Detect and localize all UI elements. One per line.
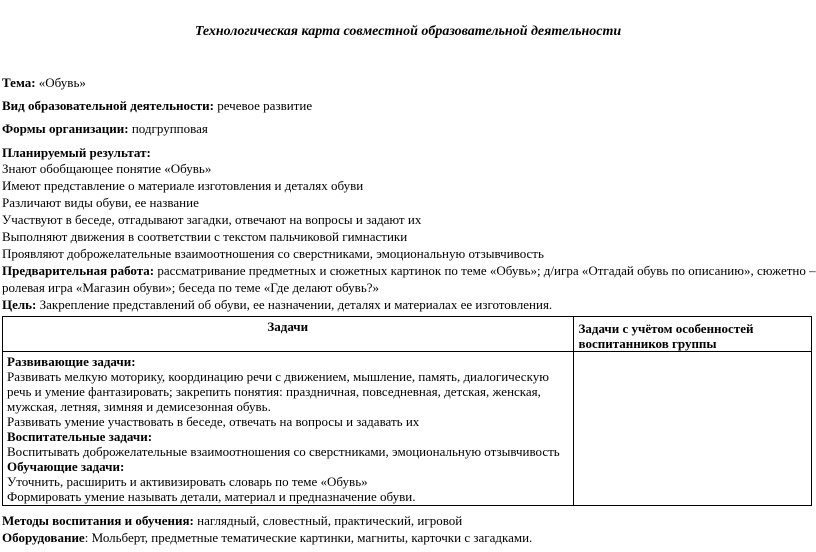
teaching-task-line: Формировать умение называть детали, материал и предназначение обуви.: [7, 489, 416, 504]
goal-line: [2, 297, 552, 313]
table-row: [3, 352, 812, 506]
tasks-table: [2, 316, 812, 506]
tasks-considering-features-header: Задачи с учётом особенностей воспитанников группы: [573, 317, 811, 352]
educational-tasks-label: Воспитательные задачи:: [7, 429, 153, 444]
planned-result-item: Знают обобщающее понятие «Обувь»: [2, 161, 212, 176]
preliminary-work-line2: ролевая игра «Магазин обуви»; беседа по теме «Где делают обувь?»: [2, 280, 380, 295]
org-forms-label: Формы организации:: [2, 121, 129, 136]
developing-tasks-label: Развивающие задачи:: [7, 354, 136, 369]
org-forms-value: подгрупповая: [131, 121, 208, 136]
planned-result-item: Участвуют в беседе, отгадывают загадки, отвечают на вопросы и задают их: [2, 212, 422, 227]
activity-type-label: Вид образовательной деятельности:: [2, 98, 214, 113]
methods-line: [2, 513, 462, 529]
org-forms-line: [2, 121, 208, 137]
activity-type-value: речевое развитие: [217, 98, 313, 113]
developing-task-line: речь и умение фантазировать; закрепить понятия: праздничная, повседневная, детская, женская,: [7, 384, 541, 399]
equipment-value: : Мольберт, предметные тематические картинки, магниты, карточки с загадками.: [84, 530, 533, 545]
equipment-label: Оборудование: [2, 530, 85, 545]
planned-result-heading: [2, 145, 151, 161]
planned-result-item: Имеют представление о материале изготовления и деталях обуви: [2, 178, 364, 193]
document-title: Технологическая карта совместной образовательной деятельности: [194, 24, 622, 39]
planned-result-item: Выполняют движения в соответствии с текстом пальчиковой гимнастики: [2, 229, 408, 244]
planned-result-item: Проявляют доброжелательные взаимоотношения со сверстниками, эмоциональную отзывчивость: [2, 246, 544, 261]
methods-label: Методы воспитания и обучения:: [2, 513, 194, 528]
tasks-considering-features-cell: [573, 352, 811, 506]
tasks-column-header: Задачи: [3, 317, 574, 352]
methods-value: наглядный, словестный, практический, игровой: [197, 513, 463, 528]
preliminary-work-text: рассматривание предметных и сюжетных картинок по теме «Обувь»; д/игра «Отгадай обувь по описанию», сюжетно –: [157, 263, 816, 278]
equipment-line: [2, 530, 532, 546]
goal-value: Закрепление представлений об обуви, ее назначении, деталях и материалах ее изготовления.: [39, 297, 553, 312]
goal-label: Цель:: [2, 297, 37, 312]
theme-label: Тема:: [2, 75, 36, 90]
teaching-task-line: Уточнить, расширить и активизировать словарь по теме «Обувь»: [7, 474, 368, 489]
activity-type-line: [2, 98, 312, 114]
planned-result-item: Различают виды обуви, ее название: [2, 195, 199, 210]
educational-task-line: Воспитывать доброжелательные взаимоотношения со сверстниками, эмоциональную отзывчивость: [7, 444, 560, 459]
theme-line: [2, 75, 86, 91]
planned-result-label: Планируемый результат:: [2, 145, 151, 160]
developing-task-line: Развивать мелкую моторику, координацию речи с движением, мышление, память, диалогическую: [7, 369, 549, 384]
teaching-tasks-label: Обучающие задачи:: [7, 459, 125, 474]
preliminary-work-line: [2, 263, 816, 279]
table-header-row: [3, 317, 812, 352]
preliminary-work-label: Предварительная работа:: [2, 263, 155, 278]
developing-task-line: мужская, летняя, зимняя и демисезонная обувь.: [7, 399, 271, 414]
developing-task-line: Развивать умение участвовать в беседе, отвечать на вопросы и задавать их: [7, 414, 420, 429]
tasks-cell: [3, 352, 574, 506]
theme-value: «Обувь»: [38, 75, 86, 90]
